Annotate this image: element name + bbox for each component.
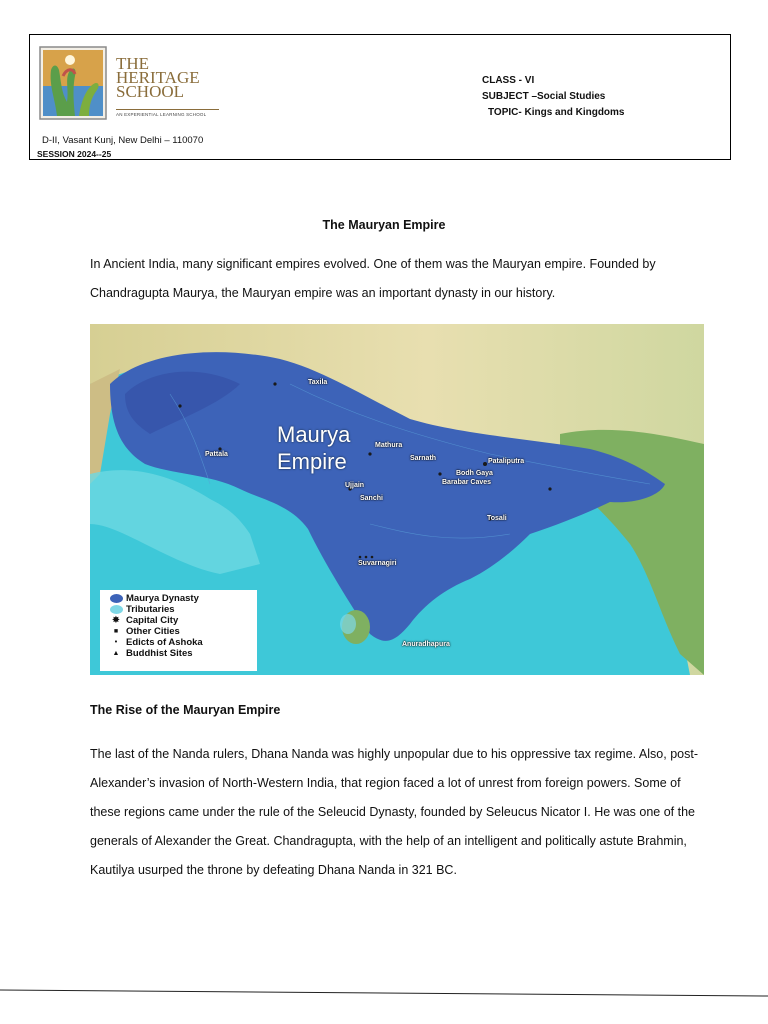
school-name xyxy=(116,54,200,101)
legend-item-capital xyxy=(106,615,251,626)
class-subject-topic xyxy=(482,73,624,121)
city-label-pattala: Pattala xyxy=(205,451,228,458)
school-name-line3: SCHOOL xyxy=(116,82,185,101)
school-address: D-II, Vasant Kunj, New Delhi – 110070 xyxy=(42,135,204,146)
class-label: CLASS - VI xyxy=(482,75,535,86)
other-city-square-icon: ■ xyxy=(113,627,119,635)
school-tagline: AN EXPERIENTIAL LEARNING SCHOOL xyxy=(116,109,219,117)
legend-item-dynasty xyxy=(106,593,251,604)
buddhist-triangle-icon: ▲ xyxy=(112,649,120,657)
document-header xyxy=(29,34,731,160)
subject-label: SUBJECT –Social Studies xyxy=(482,91,606,102)
city-label-suvarnagiri: Suvarnagiri xyxy=(358,560,397,567)
legend-label-tributaries: Tributaries xyxy=(126,604,175,615)
body-paragraph: The last of the Nanda rulers, Dhana Nanda was highly unpopular due to his oppressive tax regime. Also, post-Alexander’s invasion of North-Western India, that region faced a lot of unrest from foreign powers. Some of these regions came under the rule of the Seleucid Dynasty, founded by Seleucus Nicator I. He was one of the generals of Alexander the Great. Chandragupta, with the help of an intelligent and politically astute Brahmin, Kautilya usurped the throne by defeating Dhana Nanda in 321 BC. xyxy=(90,747,698,877)
maurya-empire-map xyxy=(90,324,704,675)
edict-dot-icon: • xyxy=(114,638,118,646)
topic-label: TOPIC- Kings and Kingdoms xyxy=(488,107,625,118)
city-label-sarnath: Sarnath xyxy=(410,455,437,462)
legend-label-edicts: Edicts of Ashoka xyxy=(126,637,203,648)
city-label-taxila: Taxila xyxy=(308,379,328,386)
legend-item-other-cities xyxy=(106,626,251,637)
city-label-barabar-caves: Barabar Caves xyxy=(442,479,492,486)
city-label-anuradhapura: Anuradhapura xyxy=(402,641,450,648)
map-title-line1: Maurya xyxy=(277,422,351,447)
section-heading: The Rise of the Mauryan Empire xyxy=(90,703,281,717)
tributary-region xyxy=(340,614,356,634)
city-label-sanchi: Sanchi xyxy=(360,495,383,502)
city-label-mathura: Mathura xyxy=(375,442,403,449)
heritage-tree-emblem-icon xyxy=(39,46,107,120)
map-title xyxy=(277,421,350,475)
city-label-tosali: Tosali xyxy=(487,515,507,522)
school-logo xyxy=(39,46,217,122)
school-name-line1: THE xyxy=(116,54,150,73)
map-legend xyxy=(100,590,257,671)
legend-label-capital: Capital City xyxy=(126,615,179,626)
legend-label-dynasty: Maurya Dynasty xyxy=(126,593,199,604)
school-name-line2: HERITAGE xyxy=(116,68,200,87)
legend-label-other-cities: Other Cities xyxy=(126,626,180,637)
tributaries-swatch-icon xyxy=(106,605,126,614)
legend-item-buddhist xyxy=(106,648,251,659)
intro-paragraph: In Ancient India, many significant empires evolved. One of them was the Mauryan empire. Founded by Chandragupta Maurya, the Mauryan empire was an important dynasty in our history. xyxy=(90,257,656,300)
capital-star-icon: ✸ xyxy=(111,614,121,626)
legend-label-buddhist: Buddhist Sites xyxy=(126,648,193,659)
document-title: The Mauryan Empire xyxy=(322,218,446,232)
city-label-bodh-gaya: Bodh Gaya xyxy=(456,470,493,477)
city-label-pataliputra: Pataliputra xyxy=(488,458,525,465)
legend-item-tributaries xyxy=(106,604,251,615)
footer-rule xyxy=(0,987,768,999)
session-label: SESSION 2024--25 xyxy=(37,149,112,159)
dynasty-swatch-icon xyxy=(106,594,126,603)
legend-item-edicts xyxy=(106,637,251,648)
city-label-ujjain: Ujjain xyxy=(345,482,365,489)
map-title-line2: Empire xyxy=(277,449,347,474)
